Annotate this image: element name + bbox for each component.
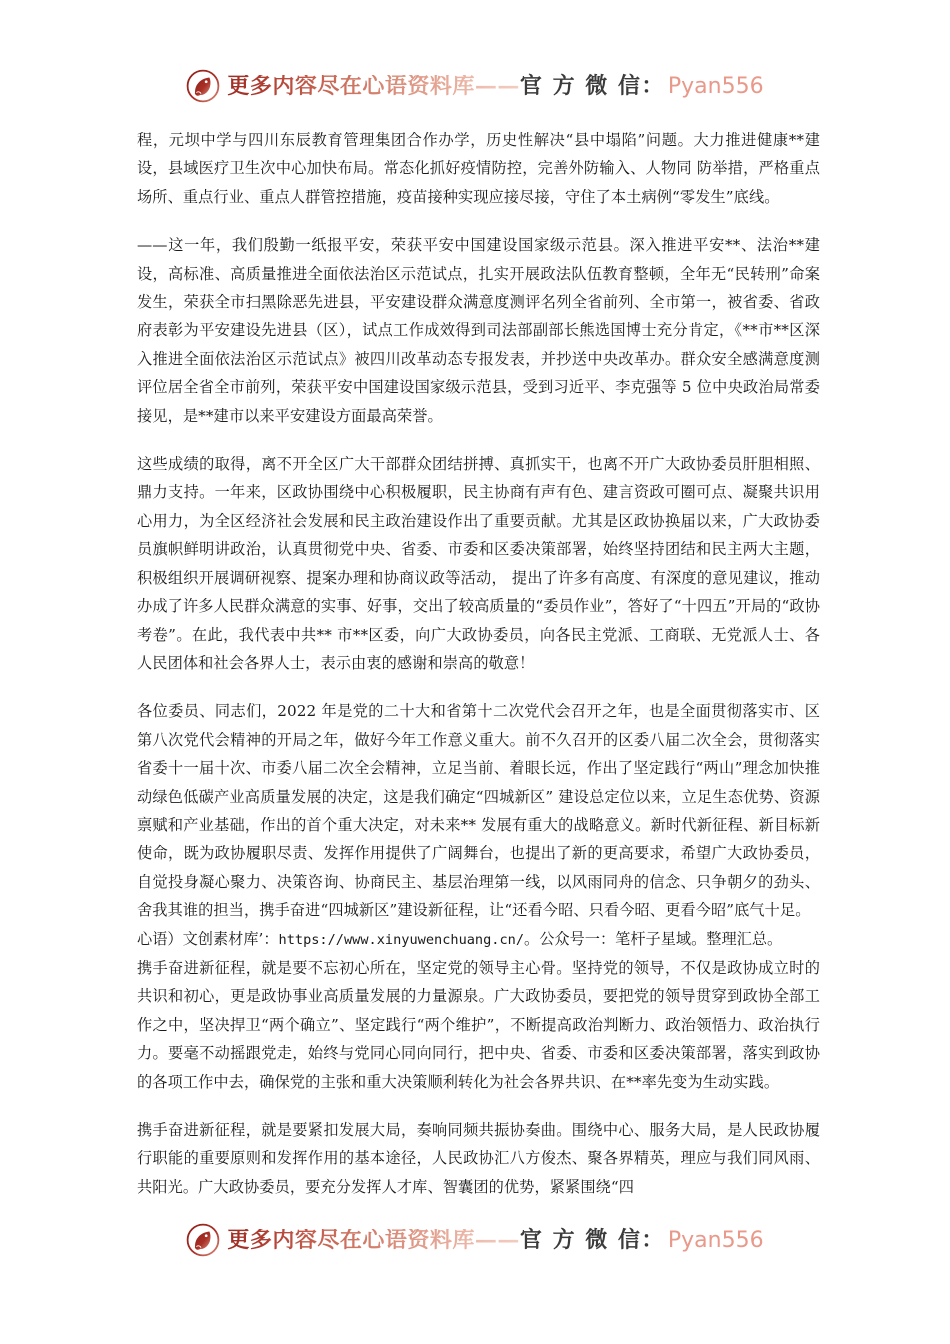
watermark-wechat-id: Pyan556 [667,1227,764,1253]
fish-circle-logo-icon [186,69,220,103]
watermark-main-text: 更多内容尽在心语资料库—— [227,72,520,99]
header-watermark-text [227,72,764,99]
paragraph-1: 程，元坝中学与四川东辰教育管理集团合作办学，历史性解决“县中塌陷”问题。大力推进健康**建设，县域医疗卫生次中心加快布局。常态化抓好疫情防控，完善外防输入、人物同 防举措，严格重点场所、重点行业、重点人群管控措施，疫苗接种实现应接尽接，守住了本土病例“零发生”底线。 [137,131,820,206]
document-body [137,126,820,1201]
paragraph-6: 携手奋进新征程，就是要紧扣发展大局，奏响同频共振协奏曲。围绕中心、服务大局，是人民政协履行职能的重要原则和发挥作用的基本途径，人民政协汇八方俊杰、聚各界精英，理应与我们同风雨、共阳光。广大政协委员，要充分发挥人才库、智囊团的优势，紧紧围绕“四 [137,1121,820,1196]
paragraph-5: 携手奋进新征程，就是要不忘初心所在，坚定党的领导主心骨。坚持党的领导，不仅是政协成立时的共识和初心，更是政协事业高质量发展的力量源泉。广大政协委员，要把党的领导贯穿到政协全部工作之中，坚决捍卫“两个确立”、坚定践行“两个维护”，不断提高政治判断力、政治领悟力、政治执行力。要毫不动摇跟党走，始终与党同心同向同行，把中央、省委、市委和区委决策部署，落实到政协的各项工作中去，确保党的主张和重大决策顺利转化为社会各界共识、在**率先变为生动实践。 [137,958,820,1091]
paragraph-3: 这些成绩的取得，离不开全区广大干部群众团结拼搏、真抓实干，也离不开广大政协委员肝胆相照、鼎力支持。一年来，区政协围绕中心积极履职，民主协商有声有色、建言资政可圈可点、凝聚共识用心用力，为全区经济社会发展和民主政治建设作出了重要贡献。尤其是区政协换届以来，广大政协委员旗帜鲜明讲政治，认真贯彻党中央、省委、市委和区委决策部署，始终坚持团结和民主两大主题，积极组织开展调研视察、提案办理和协商议政等活动， 提出了许多有高度、有深度的意见建议，推动办成了许多人民群众满意的实事、好事，交出了较高质量的“委员作业”，答好了“十四五”开局的“政协考卷”。在此，我代表中共** 市**区委，向广大政协委员，向各民主党派、工商联、无党派人士、各人民团体和社会各界人士，表示由衷的感谢和崇高的敬意！ [137,455,820,672]
watermark-mid-text: 官 方 微 信： [519,72,665,99]
footer-watermark-text [227,1226,764,1253]
source-suffix: 。公众号一：笔杆子星域。整理汇总。 [524,929,783,948]
watermark-mid-text: 官 方 微 信： [519,1226,665,1253]
paragraph-4: 各位委员、同志们，2022 年是党的二十大和省第十二次党代会召开之年，也是全面贯彻落实市、区第八次党代会精神的开局之年，做好今年工作意义重大。前不久召开的区委八届二次全会，贯彻落实省委十一届十次、市委八届二次全会精神，立足当前、着眼长远，作出了坚定践行“两山”理念加快推动绿色低碳产业高质量发展的决定，这是我们确定“四城新区” 建设总定位以来，立足生态优势、资源禀赋和产业基础，作出的首个重大决定，对未来** 发展有重大的战略意义。新时代新征程、新目标新使命，既为政协履职尽责、发挥作用提供了广阔舞台，也提出了新的更高要求，希望广大政协委员，自觉投身凝心聚力、决策咨询、协商民主、基层治理第一线，以风雨同舟的信念、只争朝夕的劲头、舍我其谁的担当，携手奋进“四城新区”建设新征程，让“还看今昭、只看今昭、更看今昭”底气十足。 [137,702,820,920]
paragraph-2: ——这一年，我们殷勤一纸报平安，荣获平安中国建设国家级示范县。深入推进平安**、法治**建设，高标准、高质量推进全面依法治区示范试点，扎实开展政法队伍教育整顿，全年无“民转刑”命案发生，荣获全市扫黑除恶先进县，平安建设群众满意度测评名列全省前列、全市第一，被省委、省政府表彰为平安建设先进县（区），试点工作成效得到司法部副部长熊选国博士充分肯定，《**市**区深入推进全面依法治区示范试点》被四川改革动态专报发表，并抄送中央改革办。群众安全感满意度测评位居全省全市前列，荣获平安中国建设国家级示范县，受到习近平、李克强等 5 位中央政治局常委接见，是**建市以来平安建设方面最高荣誉。 [137,236,820,425]
header-watermark [0,60,950,112]
source-url[interactable]: https://www.xinyuwenchuang.cn/ [278,931,525,948]
watermark-main-text: 更多内容尽在心语资料库—— [227,1226,520,1253]
footer-watermark [0,1214,950,1266]
fish-circle-logo-icon [186,1223,220,1257]
source-attribution-line [137,925,820,954]
watermark-wechat-id: Pyan556 [667,73,764,99]
source-prefix: 心语）文创素材库’： [137,929,279,948]
